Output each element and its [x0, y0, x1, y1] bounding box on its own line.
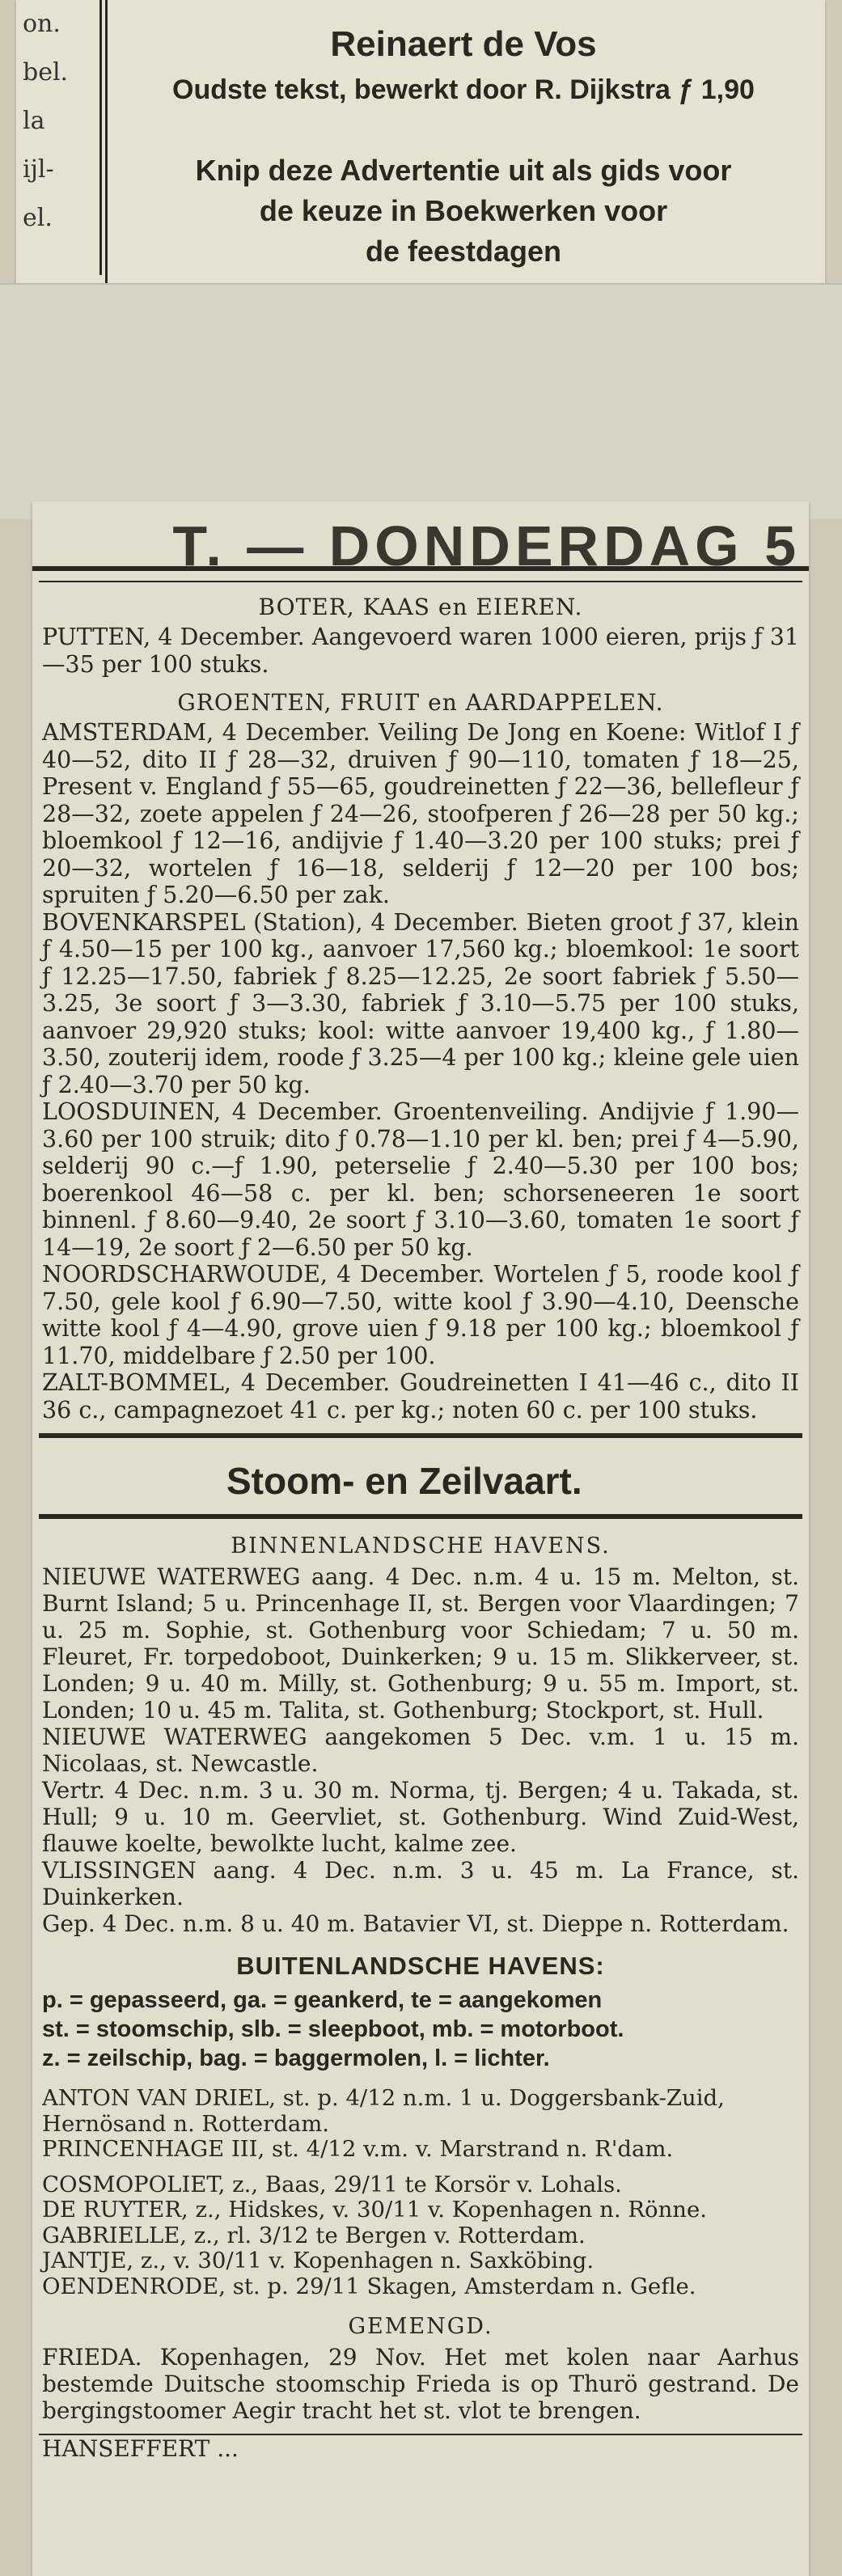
fragment: ijl-	[23, 155, 54, 184]
advertisement-box	[105, 0, 819, 291]
fragment: el.	[23, 204, 53, 232]
divider	[39, 1514, 802, 1519]
ship-report: COSMOPOLIET, z., Baas, 29/11 te Korsör v. Lohals.	[42, 2171, 622, 2197]
fragment: on.	[23, 10, 61, 38]
overlapping-paper	[0, 283, 842, 519]
ship-report: NIEUWE WATERWEG aangekomen 5 Dec. v.m. 1 u. 15 m. Nicolaas, st. Newcastle.	[42, 1724, 799, 1777]
domestic-ports-title: BINNENLANDSCHE HAVENS.	[231, 1533, 611, 1559]
shipping-title: Stoom- en Zeilvaart.	[226, 1460, 582, 1502]
market-report: NOORDSCHARWOUDE, 4 December. Wortelen ƒ 5, roode kool ƒ 7.50, gele kool ƒ 6.90—7.50, witte kool ƒ 3.90—4.10, Deensche witte kool ƒ 4—4.90, grove uien ƒ 9.18 per 100 kg.; bloemkool ƒ 11.70, middelbare ƒ 2.50 per 100.	[42, 1261, 799, 1369]
market-report: LOOSDUINEN, 4 December. Groentenveiling. Andijvie ƒ 1.90—3.60 per 100 struik; dito ƒ 0.78—1.10 per kl. ben; prei ƒ 4—5.90, selderij 90 c.—ƒ 1.90, peterselie ƒ 2.40—5.30 per 100 bos; boerenkool 46—58 c. per kl. ben; schorseneeren 1e soort binnenl. ƒ 8.60—9.40, 2e soort ƒ 3.10—3.60, tomaten 1e soort ƒ 14—19, 2e soort ƒ 2—6.50 per 50 kg.	[42, 1098, 799, 1261]
ship-report: GABRIELLE, z., rl. 3/12 te Bergen v. Rotterdam.	[42, 2222, 586, 2248]
ad-subtitle: Oudste tekst, bewerkt door R. Dijkstra ƒ 1,90	[172, 74, 755, 105]
advertisement-clipping	[16, 0, 825, 291]
legend-line: p. = gepasseerd, ga. = geankerd, te = aangekomen	[42, 1987, 603, 2013]
ship-report: Vertr. 4 Dec. n.m. 3 u. 30 m. Norma, tj. Bergen; 4 u. Takada, st. Hull; 9 u. 10 m. Geervliet, st. Gothenburg. Wind Zuid-West, flauwe koelte, bewolkte lucht, kalme zee.	[42, 1777, 799, 1857]
newspaper-clipping	[32, 501, 809, 2576]
ad-call-line: de keuze in Boekwerken voor	[259, 194, 668, 227]
market-report: PUTTEN, 4 December. Aangevoerd waren 1000 eieren, prijs ƒ 31—35 per 100 stuks.	[42, 624, 799, 678]
section-title-produce: GROENTEN, FRUIT en AARDAPPELEN.	[177, 689, 664, 716]
ad-call-line: Knip deze Advertentie uit als gids voor	[195, 154, 732, 187]
ad-call-to-action	[108, 150, 819, 272]
ship-report: JANTJE, z., v. 30/11 v. Kopenhagen n. Saxköbing.	[42, 2248, 594, 2274]
legend-line: st. = stoomschip, slb. = sleepboot, mb. = motorboot.	[42, 2016, 624, 2042]
ship-report: DE RUYTER, z., Hidskes, v. 30/11 v. Kopenhagen n. Rönne.	[42, 2197, 708, 2223]
ship-report: VLISSINGEN aang. 4 Dec. n.m. 3 u. 45 m. La France, st. Duinkerken.	[42, 1857, 799, 1910]
section-title-dairy: BOTER, KAAS en EIEREN.	[258, 594, 583, 620]
ship-report: Gep. 4 Dec. n.m. 8 u. 40 m. Batavier VI, st. Dieppe n. Rotterdam.	[42, 1910, 789, 1937]
legend-line: z. = zeilschip, bag. = baggermolen, l. = lichter.	[42, 2045, 550, 2071]
misc-report: FRIEDA. Kopenhagen, 29 Nov. Het met kolen naar Aarhus bestemde Duitsche stoomschip Frieda is op Thurö gestrand. De bergingstoomer Aegir tracht het st. vlot te brengen.	[42, 2344, 799, 2424]
ad-title: Reinaert de Vos	[330, 24, 597, 64]
abbreviation-legend	[42, 1986, 799, 2073]
ship-report: NIEUWE WATERWEG aang. 4 Dec. n.m. 4 u. 15 m. Melton, st. Burnt Island; 5 u. Princenhage II, st. Bergen voor Vlaardingen; 7 u. 25 m. Sophie, st. Gothenburg voor Schiedam; 7 u. 50 m. Fleuret, Fr. torpedoboot, Duinkerken; 9 u. 15 m. Slikkerveer, st. Londen; 9 u. 40 m. Milly, st. Gothenburg; 9 u. 55 m. Import, st. Londen; 10 u. 45 m. Talita, st. Gothenburg; Stockport, st. Hull.	[42, 1563, 799, 1724]
misc-title: GEMENGD.	[348, 2314, 493, 2339]
foreign-ports-title: BUITENLANDSCHE HAVENS:	[236, 1952, 605, 1980]
market-report: ZALT-BOMMEL, 4 December. Goudreinetten I 41—46 c., dito II 36 c., campagnezoet 41 c. per kg.; noten 60 c. per 100 stuks.	[42, 1369, 799, 1423]
ship-report: ANTON VAN DRIEL, st. p. 4/12 n.m. 1 u. Doggersbank-Zuid, Hernösand n. Rotterdam.	[42, 2085, 725, 2137]
divider	[39, 1433, 802, 1438]
market-report: AMSTERDAM, 4 December. Veiling De Jong en Koene: Witlof I ƒ 40—52, dito II ƒ 28—32, druiven ƒ 90—110, tomaten ƒ 18—25, Present v. England ƒ 55—65, goudreinetten ƒ 22—36, bellefleur ƒ 28—32, zoete appelen ƒ 24—26, stoofperen ƒ 26—28 per 50 kg.; bloemkool ƒ 12—16, andijvie ƒ 1.40—3.20 per 100 stuks; prei ƒ 20—32, wortelen ƒ 16—18, selderij ƒ 12—20 per 100 bos; spruiten ƒ 5.20—6.50 per zak.	[42, 719, 799, 908]
ad-call-line: de feestdagen	[365, 235, 562, 268]
left-column-fragments	[16, 0, 102, 275]
ship-report: OENDENRODE, st. p. 29/11 Skagen, Amsterdam n. Gefle.	[42, 2273, 696, 2299]
divider	[39, 581, 802, 582]
masthead: T. — DONDERDAG 5	[32, 501, 809, 571]
fragment: bel.	[23, 58, 69, 87]
market-report: BOVENKARSPEL (Station), 4 December. Bieten groot ƒ 37, klein ƒ 4.50—15 per 100 kg., aanvoer 17,560 kg.; bloemkool: 1e soort ƒ 12.25—17.50, fabriek ƒ 8.25—12.25, 2e soort fabriek ƒ 5.50—3.25, 3e soort ƒ 3—3.30, fabriek ƒ 3.10—5.75 per 100 stuks, aanvoer 29,920 stuks; kool: witte aanvoer 19,400 kg., ƒ 1.80—3.50, zouterij idem, roode ƒ 3.25—4 per 100 kg.; kleine gele uien ƒ 2.40—3.70 per 50 kg.	[42, 908, 799, 1098]
trailing-text: HANSEFFERT ...	[42, 2435, 239, 2462]
ship-report: PRINCENHAGE III, st. 4/12 v.m. v. Marstrand n. R'dam.	[42, 2136, 674, 2162]
fragment: la	[23, 107, 45, 135]
